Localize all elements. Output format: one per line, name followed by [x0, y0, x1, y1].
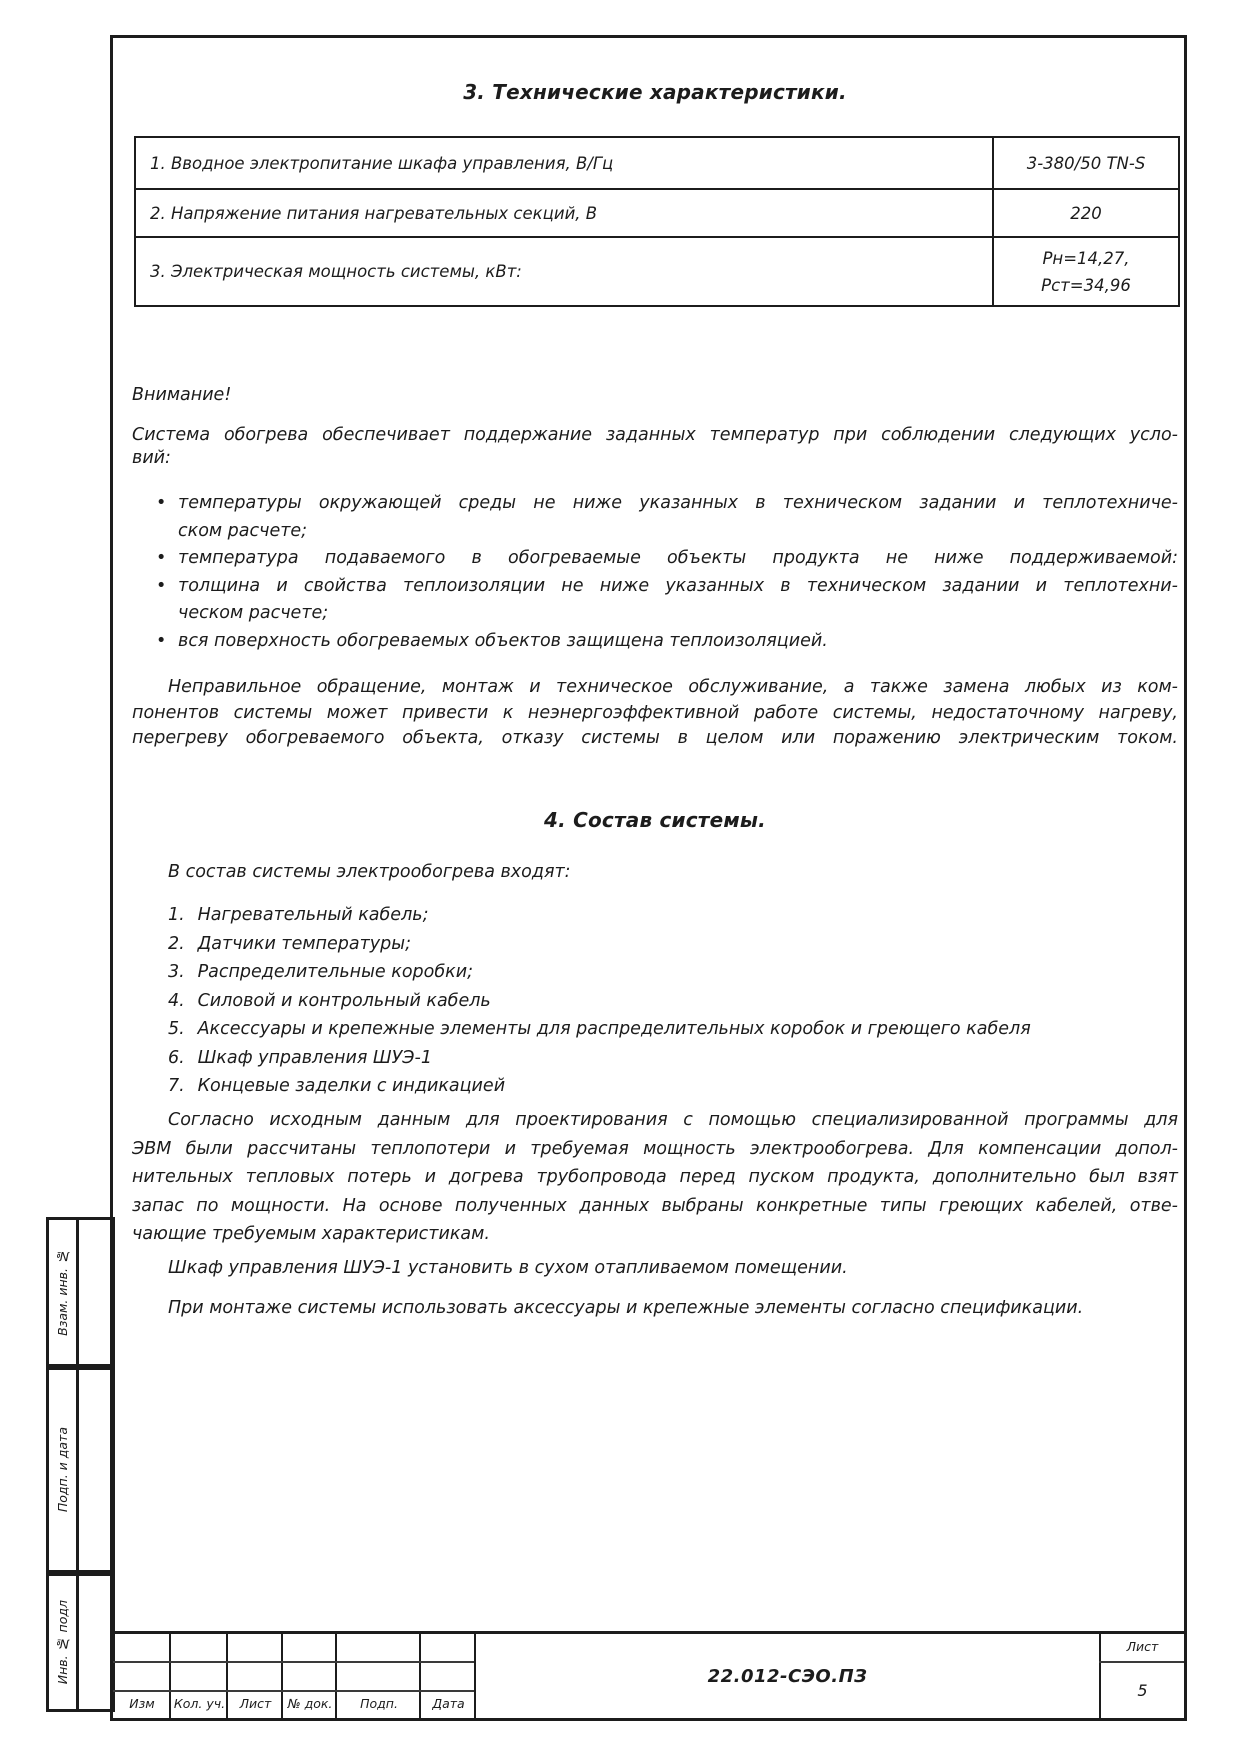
calculation-paragraph: [132, 1106, 1178, 1249]
list-item: [132, 1044, 1178, 1073]
bullet-icon: •: [156, 630, 167, 651]
bullet-icon: •: [156, 548, 167, 568]
bullet-line: [132, 573, 1178, 601]
paragraph-line: Неправильное обращение, монтаж и техническое обслуживание, а также замена любых из ком-: [168, 677, 1178, 697]
value-line-1: Рн=14,27,: [1042, 248, 1130, 268]
list-item-number: 6.: [168, 1047, 185, 1068]
list-item-number: 3.: [168, 962, 185, 982]
section-3-title: 3. Технические характеристики.: [463, 80, 847, 104]
bullet-text: вся поверхность обогреваемых объектов защищена теплоизоляцией.: [178, 630, 828, 651]
bullet-line: [132, 518, 1178, 546]
montage-note: При монтаже системы использовать аксессуары и крепежные элементы согласно спецификации.: [168, 1298, 1084, 1318]
bullet-text: температуры окружающей среды не ниже указанных в техническом задании и теплотехниче-: [178, 493, 1178, 513]
title-block-column-label: Подп.: [360, 1696, 398, 1711]
title-block-column-headers: [113, 1690, 476, 1718]
list-item-text: Распределительные коробки;: [197, 962, 473, 982]
conditions-bullet-list: [132, 490, 1178, 655]
list-item: [132, 958, 1178, 987]
paragraph-line: понентов системы может привести к неэнергоэффективной работе системы, недостаточному нагреву,: [132, 702, 1178, 723]
sidebar-empty-cell: [79, 1367, 115, 1573]
table-row: [136, 188, 1178, 236]
paragraph-line: чающие требуемым характеристикам.: [132, 1224, 490, 1244]
bullet-text: ском расчете;: [178, 520, 308, 541]
list-item: [132, 1072, 1178, 1101]
table-cell-value: [992, 138, 1178, 188]
sidebar-row-vzam-inv: [46, 1217, 115, 1367]
sidebar-label: Подп. и дата: [55, 1427, 70, 1513]
warning-intro-paragraph: [132, 424, 1178, 469]
composition-intro: В состав системы электрообогрева входят:: [168, 862, 571, 882]
bullet-icon: •: [156, 575, 167, 596]
paragraph-line: запас по мощности. На основе полученных данных выбраны конкретные типы греющих кабелей, отве-: [132, 1195, 1178, 1216]
list-item: [132, 1015, 1178, 1044]
value-line-2: Рст=34,96: [1041, 275, 1131, 295]
bullet-icon: •: [156, 493, 167, 513]
title-block-divider: [113, 1661, 474, 1663]
list-item-number: 7.: [168, 1076, 185, 1096]
title-block-column-label: № док.: [287, 1696, 333, 1711]
paragraph-line: перегреву обогреваемого объекта, отказу системы в целом или поражению электрическим током.: [132, 728, 1178, 748]
sidebar-label-cell: [46, 1367, 79, 1573]
list-item-number: 5.: [168, 1019, 185, 1039]
bullet-text: температура подаваемого в обогреваемые объекты продукта не ниже поддерживаемой:: [178, 548, 1178, 568]
paragraph-line: нительных тепловых потерь и догрева трубопровода перед пуском продукта, дополнительно был взят: [132, 1167, 1178, 1187]
paragraph-line: ЭВМ были рассчитаны теплопотери и требуемая мощность электрообогрева. Для компенсации допол-: [132, 1138, 1178, 1159]
section-4-title: 4. Состав системы.: [544, 808, 766, 832]
table-cell-value: [992, 238, 1178, 305]
sidebar-label: Инв. № подл: [55, 1600, 70, 1685]
list-item-text: Концевые заделки с индикацией: [197, 1076, 506, 1096]
list-item-text: Датчики температуры;: [197, 933, 411, 954]
warning-heading: Внимание!: [132, 385, 232, 405]
value-line-1: 220: [1070, 203, 1102, 223]
warning-note-paragraph: [132, 675, 1178, 752]
paragraph-line: Система обогрева обеспечивает поддержание заданных температур при соблюдении следующих усло-: [132, 425, 1178, 445]
bullet-line: [132, 490, 1178, 518]
table-row: [136, 236, 1178, 305]
spec-table: [134, 136, 1180, 307]
document-number: 22.012-СЭО.ПЗ: [707, 1665, 868, 1687]
table-cell-parameter: 3. Электрическая мощность системы, кВт:: [150, 262, 522, 281]
bullet-text: толщина и свойства теплоизоляции не ниже указанных в техническом задании и теплотехни-: [178, 575, 1178, 596]
sidebar-label-cell: [46, 1573, 79, 1712]
paragraph-line: Согласно исходным данным для проектирования с помощью специализированной программы для: [168, 1110, 1178, 1130]
bullet-line: [132, 545, 1178, 573]
list-item-text: Аксессуары и крепежные элементы для распределительных коробок и греющего кабеля: [197, 1019, 1031, 1039]
list-item-number: 2.: [168, 933, 185, 954]
sidebar-label: Взам. инв. №: [55, 1248, 70, 1336]
title-block: [110, 1631, 1187, 1721]
sheet-label: Лист: [1126, 1639, 1159, 1654]
cabinet-note: Шкаф управления ШУЭ-1 установить в сухом отапливаемом помещении.: [168, 1258, 848, 1278]
paragraph-line: вий:: [132, 447, 171, 468]
table-cell-value: [992, 190, 1178, 236]
sidebar-label-cell: [46, 1217, 79, 1367]
table-cell-parameter: 2. Напряжение питания нагревательных секций, В: [150, 203, 598, 223]
title-block-column-label: Дата: [432, 1696, 465, 1711]
bullet-text: ческом расчете;: [178, 603, 329, 623]
sheet-number: 5: [1137, 1681, 1148, 1700]
sidebar-empty-cell: [79, 1217, 115, 1367]
list-item: [132, 987, 1178, 1016]
title-block-column-label: Лист: [239, 1696, 272, 1711]
composition-numbered-list: [132, 901, 1178, 1101]
table-cell-parameter: 1. Вводное электропитание шкафа управления, В/Гц: [150, 153, 614, 173]
list-item: [132, 930, 1178, 959]
list-item-number: 1.: [168, 905, 185, 925]
value-line-1: 3-380/50 TN-S: [1026, 153, 1146, 173]
bullet-line: [132, 628, 1178, 656]
list-item-number: 4.: [168, 990, 185, 1011]
title-block-column-label: Изм: [129, 1696, 155, 1711]
sidebar-row-inv-podl: [46, 1573, 115, 1712]
list-item: [132, 901, 1178, 930]
list-item-text: Нагревательный кабель;: [197, 905, 429, 925]
bullet-line: [132, 600, 1178, 628]
list-item-text: Шкаф управления ШУЭ-1: [197, 1047, 432, 1068]
list-item-text: Силовой и контрольный кабель: [197, 990, 491, 1011]
title-block-column-label: Кол. уч.: [173, 1696, 226, 1711]
sidebar-row-podp-data: [46, 1367, 115, 1573]
table-row: [136, 138, 1178, 188]
